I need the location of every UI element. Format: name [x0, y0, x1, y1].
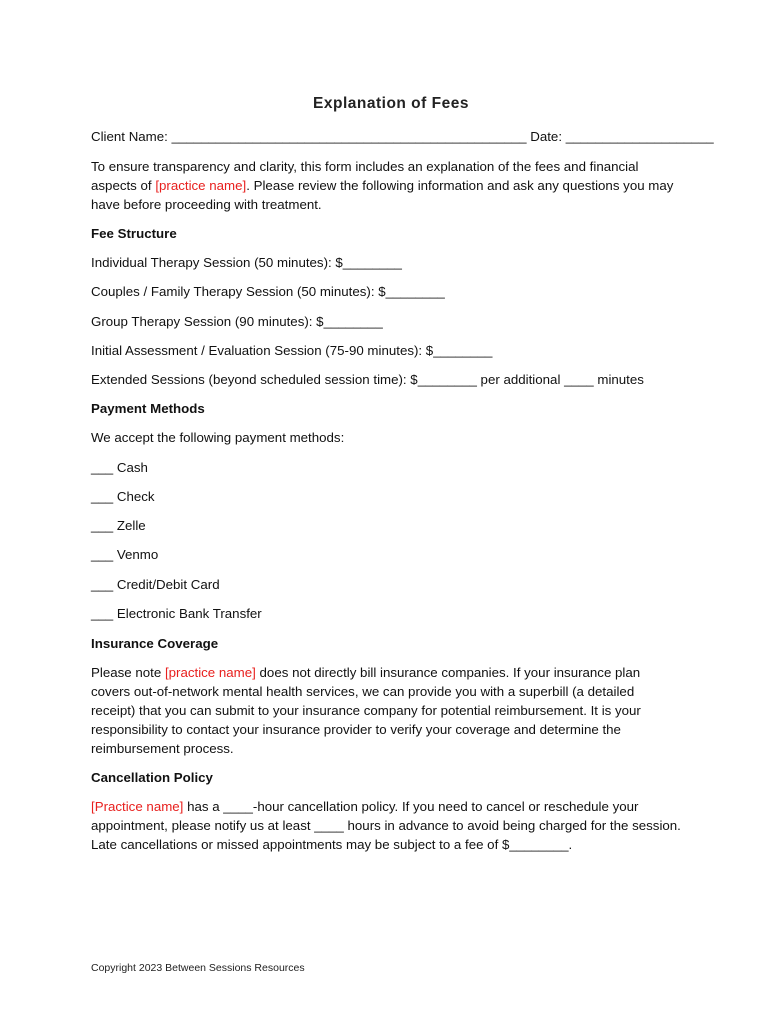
intro-text-start: To ensure transparency and clarity, this form includes an explanation of the fees and financial aspects of [91, 159, 639, 193]
insurance-text-start: Please note [91, 665, 165, 680]
payment-methods-heading: Payment Methods [91, 401, 205, 416]
client-info-line [91, 127, 714, 146]
client-name-blank[interactable]: ________________________________________________ [171, 129, 527, 144]
cancellation-policy-heading: Cancellation Policy [91, 770, 213, 785]
date-label: Date: [526, 129, 566, 144]
fee-item: Extended Sessions (beyond scheduled session time): $________ per additional ____ minutes [91, 372, 644, 387]
payment-option-cash: ___ Cash [91, 460, 148, 475]
date-blank[interactable]: ____________________ [565, 129, 714, 144]
payment-option-card: ___ Credit/Debit Card [91, 577, 220, 592]
insurance-paragraph [91, 663, 681, 758]
intro-text-end: . Please review the following information and ask any questions you may have before proceeding with treatment. [91, 178, 674, 212]
insurance-coverage-heading: Insurance Coverage [91, 636, 219, 651]
insurance-text-end: does not directly bill insurance companies. If your insurance plan covers out-of-network mental health services, we can provide you with a superbill (a detailed receipt) that you can submit to your insurance company for potential reimbursement. It is your responsibility to contact your insurance provider to verify your coverage and determine the reimbursement process. [91, 665, 641, 756]
payment-option-zelle: ___ Zelle [91, 518, 146, 533]
practice-name-placeholder: [Practice name] [91, 799, 184, 814]
fee-structure-heading: Fee Structure [91, 226, 177, 241]
payment-option-check: ___ Check [91, 489, 155, 504]
page-title: Explanation of Fees [313, 95, 469, 112]
payment-option-venmo: ___ Venmo [91, 547, 159, 562]
document-page [91, 0, 714, 1024]
cancellation-paragraph [91, 797, 681, 854]
fee-item: Couples / Family Therapy Session (50 minutes): $________ [91, 284, 445, 299]
fee-item: Individual Therapy Session (50 minutes): $________ [91, 255, 402, 270]
practice-name-placeholder: [practice name] [155, 178, 247, 193]
payment-methods-intro: We accept the following payment methods: [91, 430, 345, 445]
copyright-footer: Copyright 2023 Between Sessions Resources [91, 962, 305, 974]
practice-name-placeholder: [practice name] [164, 665, 256, 680]
client-name-label: Client Name: [91, 129, 172, 144]
payment-option-bank-transfer: ___ Electronic Bank Transfer [91, 606, 262, 621]
intro-paragraph [91, 157, 681, 214]
fee-item: Group Therapy Session (90 minutes): $________ [91, 314, 383, 329]
cancellation-text: has a ____-hour cancellation policy. If you need to cancel or reschedule your appointment, please notify us at least ____ hours in advance to avoid being charged for the session. Late cancellations or missed appointments may be subject to a fee of $________. [91, 799, 681, 852]
fee-item: Initial Assessment / Evaluation Session (75-90 minutes): $________ [91, 343, 493, 358]
